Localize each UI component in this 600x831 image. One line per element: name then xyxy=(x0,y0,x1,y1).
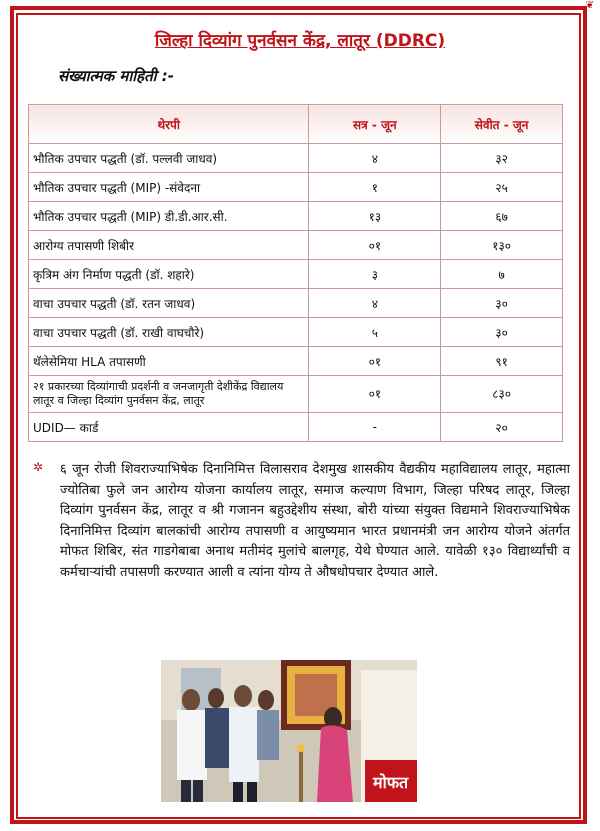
corner-ornament-icon: ❦ xyxy=(585,0,594,11)
table-row xyxy=(29,231,563,260)
served-cell: ८३० xyxy=(441,376,563,413)
served-cell: ६७ xyxy=(441,202,563,231)
served-cell: ९१ xyxy=(441,347,563,376)
page-title: जिल्हा दिव्यांग पुनर्वसन केंद्र, लातूर (DDRC) xyxy=(154,31,446,51)
therapy-cell: थॅलेसेमिया HLA तपासणी xyxy=(29,347,309,376)
header-sessions: सत्र - जून xyxy=(309,105,441,144)
sessions-cell: - xyxy=(309,413,441,442)
therapy-cell: वाचा उपचार पद्धती (डॉ. रतन जाधव) xyxy=(29,289,309,318)
sessions-cell: १३ xyxy=(309,202,441,231)
served-cell: २५ xyxy=(441,173,563,202)
bullet-star-icon: ✲ xyxy=(33,460,44,474)
therapy-cell: भौतिक उपचार पद्धती (MIP) डी.डी.आर.सी. xyxy=(29,202,309,231)
sessions-cell: ४ xyxy=(309,289,441,318)
served-cell: ३० xyxy=(441,289,563,318)
table-row xyxy=(29,376,563,413)
therapy-cell: भौतिक उपचार पद्धती (डॉ. पल्लवी जाधव) xyxy=(29,144,309,173)
table-row xyxy=(29,413,563,442)
therapy-cell: कृत्रिम अंग निर्माण पद्धती (डॉ. शहारे) xyxy=(29,260,309,289)
sessions-cell: ०१ xyxy=(309,376,441,413)
table-header-row xyxy=(29,105,563,144)
event-description: ६ जून रोजी शिवराज्याभिषेक दिनानिमित्त विलासराव देशमुख शासकीय वैद्यकीय महाविद्यालय लातूर, महात्मा ज्योतिबा फुले जन आरोग्य योजना कार्यालय लातूर, समाज कल्याण विभाग, जिल्हा परिषद लातूर, जिल्हा दिव्यांग पुनर्वसन केंद्र, लातूर व श्री गजानन बहुउद्देशीय संस्था, बोरी यांच्या संयुक्त विद्यमाने शिवराज्याभिषेक दिनानिमित्त दिव्यांग बालकांची आरोग्य तपासणी व आयुष्यमान भारत प्रधानमंत्री जन आरोग्य योजने अंतर्गत मोफत शिबिर, संत गाडगेबाबा अनाथ मतीमंद मुलांचे बालगृह, येथे घेण्यात आले. यावेळी १३० विद्यार्थ्यांची व कर्मचाऱ्यांची तपासणी करण्यात आली व त्यांना योग्य ते औषधोपचार देण्यात आले. xyxy=(60,462,571,580)
event-photo-illustration xyxy=(161,660,417,802)
sessions-cell: ३ xyxy=(309,260,441,289)
sessions-cell: ४ xyxy=(309,144,441,173)
therapy-cell: आरोग्य तपासणी शिबीर xyxy=(29,231,309,260)
table-row xyxy=(29,289,563,318)
sessions-cell: ५ xyxy=(309,318,441,347)
therapy-stats-table xyxy=(28,104,563,442)
table-row xyxy=(29,173,563,202)
therapy-cell: भौतिक उपचार पद्धती (MIP) -संवेदना xyxy=(29,173,309,202)
table-row xyxy=(29,144,563,173)
photo-banner-text: मोफत xyxy=(373,773,409,792)
sessions-cell: ०१ xyxy=(309,231,441,260)
sessions-cell: १ xyxy=(309,173,441,202)
header-served: सेवीत - जून xyxy=(441,105,563,144)
served-cell: २० xyxy=(441,413,563,442)
served-cell: ३० xyxy=(441,318,563,347)
table-row xyxy=(29,318,563,347)
served-cell: ३२ xyxy=(441,144,563,173)
served-cell: १३० xyxy=(441,231,563,260)
therapy-cell: वाचा उपचार पद्धती (डॉ. राखी वाघचौरे) xyxy=(29,318,309,347)
sessions-cell: ०१ xyxy=(309,347,441,376)
table-row xyxy=(29,202,563,231)
therapy-cell: UDID— कार्ड xyxy=(29,413,309,442)
event-photo xyxy=(161,660,417,802)
served-cell: ७ xyxy=(441,260,563,289)
therapy-cell: २१ प्रकारच्या दिव्यांगाची प्रदर्शनी व जनजागृती देशीकेंद्र विद्यालय लातूर व जिल्हा दिव्यांग पुनर्वसन केंद्र, लातूर xyxy=(29,376,309,413)
table-row xyxy=(29,347,563,376)
header-therapy: थेरपी xyxy=(29,105,309,144)
section-subtitle: संख्यात्मक माहिती :- xyxy=(58,67,175,85)
table-row xyxy=(29,260,563,289)
